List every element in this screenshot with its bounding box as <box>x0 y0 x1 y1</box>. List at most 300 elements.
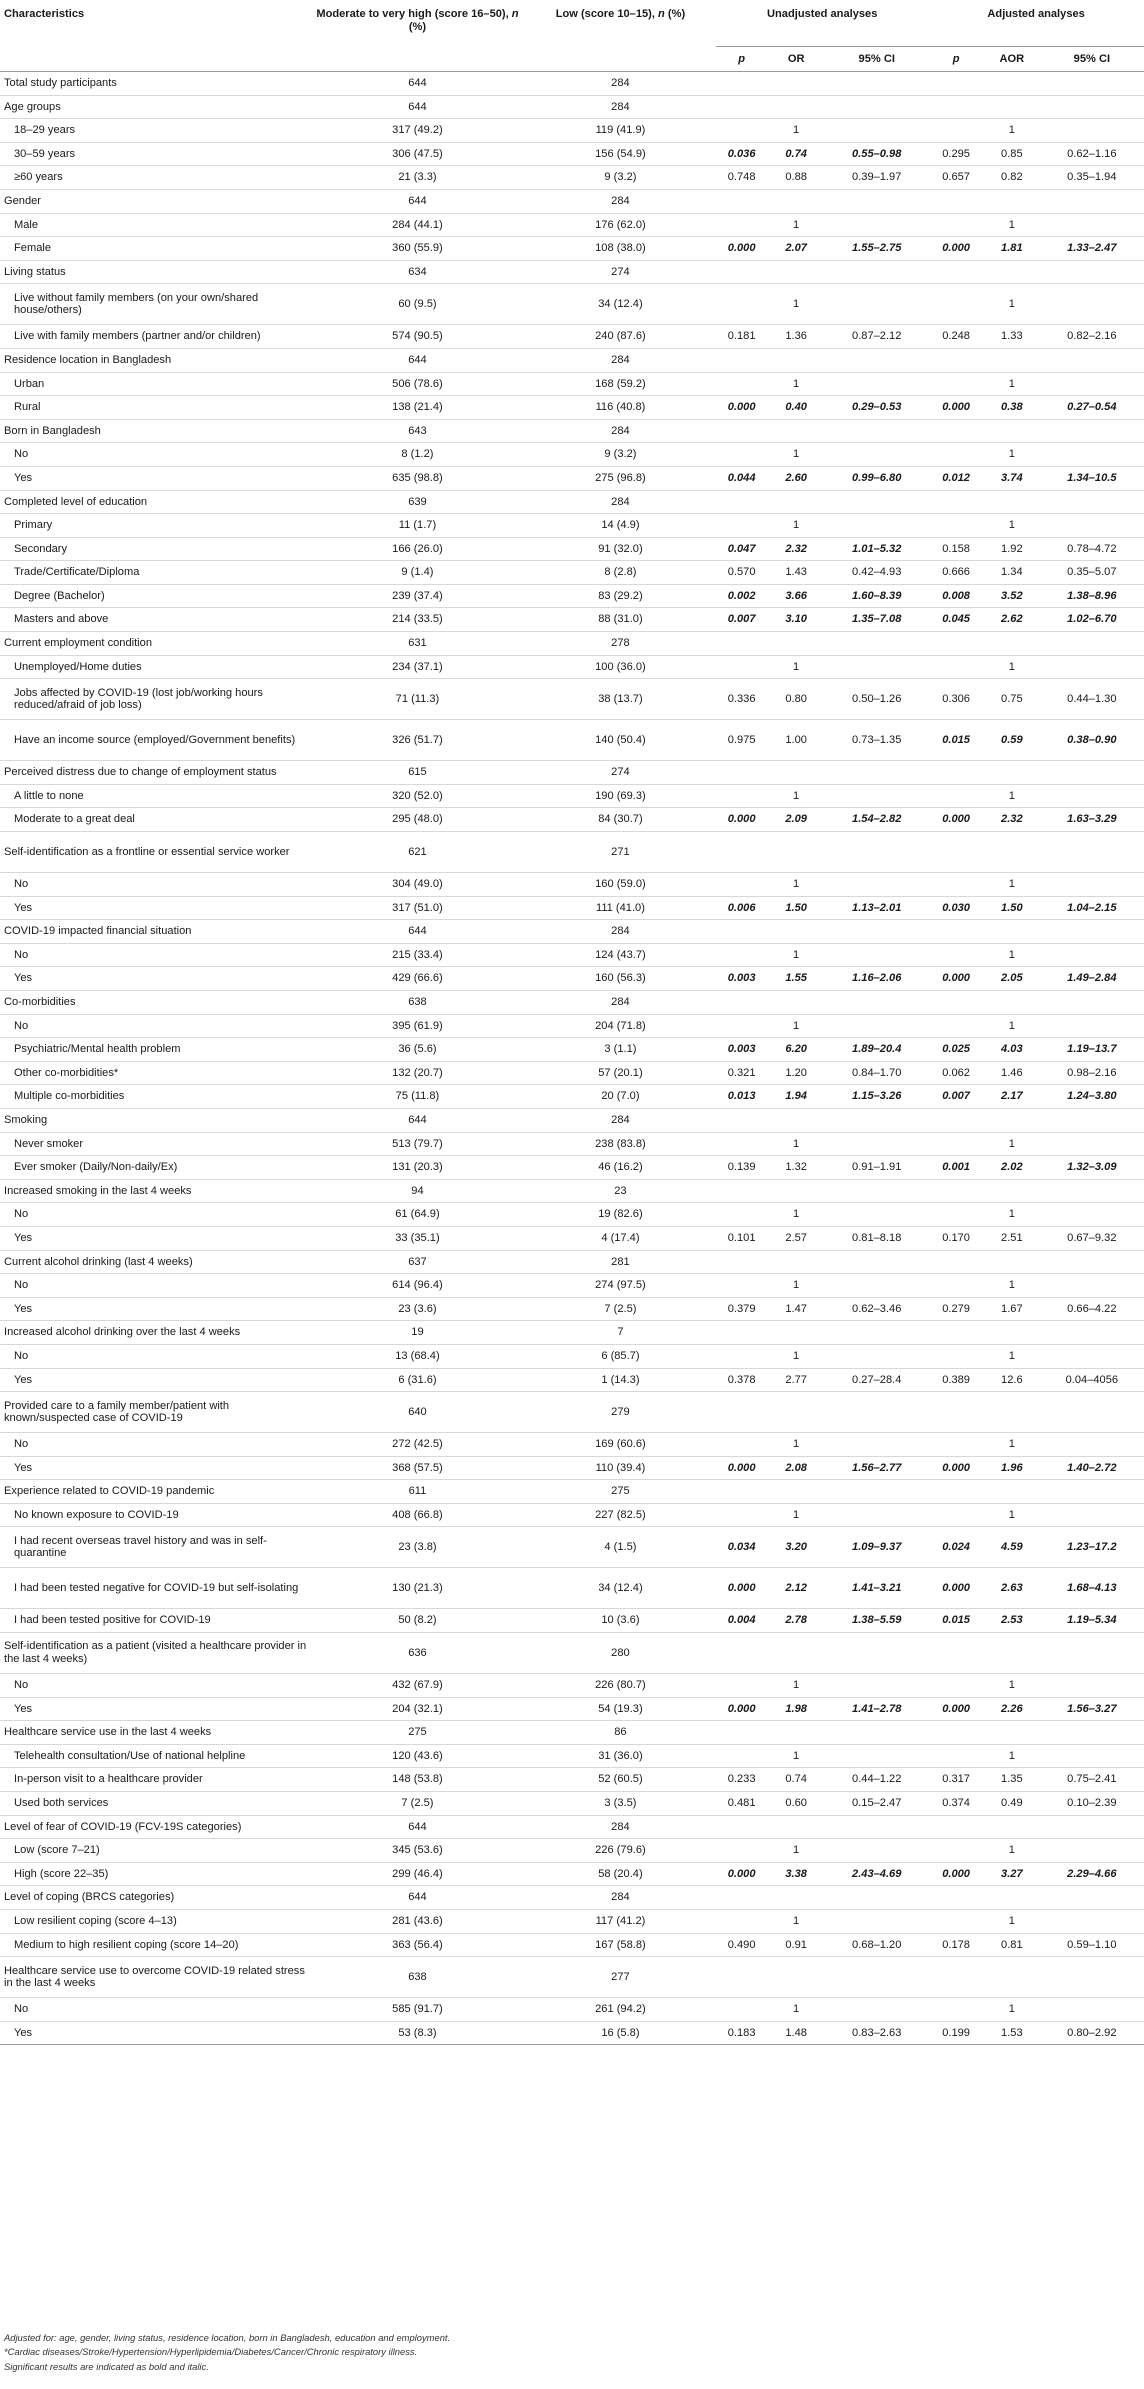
group1-value: 53 (8.3) <box>398 2026 437 2039</box>
group2-value: 111 (41.0) <box>595 901 645 914</box>
unadj-or <box>767 991 825 1015</box>
row-label: Level of coping (BRCS categories) <box>4 1891 175 1904</box>
section-row <box>0 260 1144 284</box>
row-label: Co-morbidities <box>4 996 76 1008</box>
adj-ci <box>1040 419 1144 443</box>
adj-p: 0.000 <box>942 972 970 985</box>
row-label: No <box>14 1208 29 1221</box>
group1-value: 615 <box>408 766 427 779</box>
group2-value: 116 (40.8) <box>595 401 646 414</box>
unadj-p <box>716 72 767 96</box>
adj-ci: 1.68–4.13 <box>1067 1582 1117 1595</box>
adj-ci: 1.40–2.72 <box>1067 1461 1117 1474</box>
adj-p <box>928 784 984 808</box>
adj-ci: 1.38–8.96 <box>1067 589 1117 602</box>
adj-ci <box>1040 1744 1144 1768</box>
adj-p <box>928 372 984 396</box>
row-label: Other co-morbidities* <box>14 1066 119 1079</box>
adj-ci: 0.75–2.41 <box>1067 1773 1117 1786</box>
adj-aor: 1.34 <box>1001 566 1023 579</box>
adj-p <box>928 260 984 284</box>
adj-p <box>928 655 984 679</box>
adj-ci: 0.82–2.16 <box>1067 330 1117 343</box>
unadj-p: 0.044 <box>727 471 756 484</box>
section-row <box>0 189 1144 213</box>
section-row <box>0 1886 1144 1910</box>
adj-p <box>928 1633 984 1674</box>
unadj-ci <box>825 372 928 396</box>
unadj-or <box>767 920 825 944</box>
unadj-or: 1.43 <box>785 566 807 579</box>
adj-p: 0.170 <box>942 1231 970 1244</box>
unadj-ci: 1.41–2.78 <box>852 1702 902 1715</box>
group1-value: 513 (79.7) <box>392 1137 443 1150</box>
unadj-or: 1 <box>793 1137 800 1150</box>
row-label: Medium to high resilient coping (score 14–20) <box>14 1938 239 1951</box>
group1-value: 639 <box>408 495 427 508</box>
adj-p: 0.248 <box>942 330 970 343</box>
adj-aor <box>984 1392 1040 1433</box>
group2-value: 52 (60.5) <box>598 1773 643 1786</box>
row-label: No <box>14 878 29 891</box>
unadj-or: 1 <box>793 1915 800 1927</box>
adj-p <box>928 1433 984 1457</box>
row-label: Yes <box>14 1231 33 1244</box>
table-row <box>0 237 1144 261</box>
unadj-ci: 1.15–3.26 <box>852 1090 902 1103</box>
unadj-p: 0.490 <box>727 1938 756 1951</box>
adj-ci <box>1040 119 1144 143</box>
adj-p <box>928 873 984 897</box>
adj-ci: 0.66–4.22 <box>1067 1302 1117 1315</box>
adj-aor <box>984 761 1040 785</box>
adj-p: 0.000 <box>942 401 970 414</box>
group2-value: 9 (3.2) <box>604 171 637 184</box>
row-label: Low resilient coping (score 4–13) <box>14 1915 177 1927</box>
adj-aor: 0.81 <box>1001 1938 1023 1951</box>
unadj-ci: 0.15–2.47 <box>852 1797 902 1810</box>
adj-ci: 0.78–4.72 <box>1067 542 1117 555</box>
adj-aor: 1 <box>1008 298 1015 311</box>
unadj-p <box>716 873 767 897</box>
unadj-or <box>767 1392 825 1433</box>
adj-ci: 1.19–13.7 <box>1067 1043 1117 1056</box>
unadj-ci <box>825 943 928 967</box>
group2-value: 204 (71.8) <box>595 1019 646 1032</box>
adj-aor: 1 <box>1008 1679 1015 1692</box>
unadj-p <box>716 1910 767 1934</box>
unadj-or: 1 <box>793 1438 800 1451</box>
group2-value: 119 (41.9) <box>595 124 646 137</box>
group1-value: 644 <box>408 1113 427 1126</box>
unadj-ci: 0.27–28.4 <box>852 1373 902 1386</box>
unadj-p <box>716 632 767 656</box>
table-row <box>0 1503 1144 1527</box>
table-row <box>0 679 1144 720</box>
adj-aor: 1 <box>1008 789 1015 802</box>
group1-value: 644 <box>408 100 427 113</box>
group1-value: 345 (53.6) <box>392 1844 443 1857</box>
unadj-p <box>716 348 767 372</box>
row-label: 18–29 years <box>14 124 76 137</box>
unadj-ci <box>825 1433 928 1457</box>
group2-value: 46 (16.2) <box>598 1161 643 1174</box>
adj-p <box>928 348 984 372</box>
table-row <box>0 655 1144 679</box>
group1-value: 408 (66.8) <box>392 1508 443 1521</box>
adj-p <box>928 189 984 213</box>
row-label: Moderate to a great deal <box>14 813 135 826</box>
unadj-p <box>716 1392 767 1433</box>
adj-ci <box>1040 784 1144 808</box>
group1-value: 281 (43.6) <box>392 1915 443 1927</box>
row-label: Trade/Certificate/Diploma <box>14 566 140 579</box>
unadj-p: 0.000 <box>727 1702 756 1715</box>
unadj-or: 0.80 <box>785 692 807 705</box>
group2-value: 140 (50.4) <box>595 733 646 746</box>
unadj-ci <box>825 1203 928 1227</box>
unadj-or <box>767 72 825 96</box>
table-row <box>0 1203 1144 1227</box>
unadj-ci: 0.91–1.91 <box>852 1161 902 1174</box>
row-label: Increased alcohol drinking over the last 4 weeks <box>4 1326 241 1339</box>
group1-value: 621 <box>408 845 427 858</box>
table-row <box>0 1744 1144 1768</box>
group1-value: 275 <box>408 1726 427 1739</box>
group1-value: 317 (49.2) <box>392 124 443 137</box>
or-header: OR <box>787 52 805 65</box>
group1-value: 360 (55.9) <box>392 242 443 255</box>
adj-p: 0.199 <box>942 2026 970 2039</box>
adj-p <box>928 1132 984 1156</box>
adj-aor: 3.74 <box>1001 471 1023 484</box>
row-label: Yes <box>14 2026 33 2039</box>
adj-aor <box>984 632 1040 656</box>
unadj-p: 0.321 <box>727 1066 756 1079</box>
table-row <box>0 1697 1144 1721</box>
group2-value: 20 (7.0) <box>601 1090 640 1103</box>
unadj-ci <box>825 1957 928 1998</box>
aor-header: AOR <box>999 52 1025 65</box>
group2-value: 240 (87.6) <box>595 330 646 343</box>
adj-ci <box>1040 991 1144 1015</box>
group1-value: 317 (51.0) <box>392 901 443 914</box>
adj-p-header: p <box>952 52 960 65</box>
row-label: Total study participants <box>4 77 117 89</box>
unadj-or <box>767 1480 825 1504</box>
unadj-or: 1 <box>793 377 800 390</box>
unadj-or: 2.32 <box>785 542 807 555</box>
adj-aor: 2.26 <box>1001 1702 1023 1715</box>
unadj-or: 0.40 <box>785 401 807 414</box>
table-row <box>0 396 1144 420</box>
adj-ci <box>1040 372 1144 396</box>
unadj-or <box>767 1957 825 1998</box>
row-label: Ever smoker (Daily/Non-daily/Ex) <box>14 1161 178 1174</box>
adj-aor <box>984 920 1040 944</box>
row-label: No <box>14 1349 29 1362</box>
unadj-or <box>767 832 825 873</box>
section-row <box>0 1321 1144 1345</box>
adj-aor: 1 <box>1008 1019 1015 1032</box>
group1-value: 326 (51.7) <box>392 733 443 746</box>
unadj-or: 1 <box>793 1844 800 1857</box>
unadj-p: 0.233 <box>727 1773 756 1786</box>
group2-value: 284 <box>611 100 630 113</box>
adj-ci: 1.04–2.15 <box>1067 901 1117 914</box>
group1-value: 643 <box>408 424 427 437</box>
adj-aor: 1 <box>1008 660 1015 673</box>
unadj-ci <box>825 1839 928 1863</box>
table-row <box>0 284 1144 325</box>
table-row <box>0 943 1144 967</box>
table-row <box>0 1132 1144 1156</box>
group1-value: 638 <box>408 996 427 1008</box>
unadj-ci <box>825 1503 928 1527</box>
unadj-p <box>716 189 767 213</box>
group1-value: 638 <box>408 1970 427 1983</box>
adj-p <box>928 1014 984 1038</box>
table-row <box>0 720 1144 761</box>
adj-ci <box>1040 490 1144 514</box>
group2-value: 238 (83.8) <box>595 1137 646 1150</box>
adj-aor <box>984 1957 1040 1998</box>
unadj-p: 0.481 <box>727 1797 756 1810</box>
row-label: Never smoker <box>14 1137 84 1150</box>
unadj-or <box>767 1108 825 1132</box>
adj-p: 0.158 <box>942 542 970 555</box>
unadj-or: 1 <box>793 124 800 137</box>
group1-value: 644 <box>408 194 427 207</box>
adj-ci: 1.19–5.34 <box>1067 1614 1117 1627</box>
unadj-p: 0.336 <box>727 692 756 705</box>
adj-ci: 1.49–2.84 <box>1067 972 1117 985</box>
row-label: Age groups <box>4 100 61 113</box>
unadj-p <box>716 991 767 1015</box>
adj-p <box>928 1721 984 1745</box>
row-label: Male <box>14 218 39 231</box>
table-row <box>0 2021 1144 2045</box>
group1-value: 395 (61.9) <box>392 1019 443 1032</box>
unadj-ci <box>825 1480 928 1504</box>
unadj-ci <box>825 419 928 443</box>
adj-ci: 2.29–4.66 <box>1067 1867 1117 1880</box>
adj-ci: 1.33–2.47 <box>1067 242 1117 255</box>
group2-value: 100 (36.0) <box>595 660 646 673</box>
adj-ci <box>1040 1480 1144 1504</box>
unadj-or: 1.98 <box>785 1702 807 1715</box>
adj-aor: 1 <box>1008 948 1015 961</box>
group2-value: 4 (1.5) <box>604 1541 637 1554</box>
adj-aor <box>984 348 1040 372</box>
unadj-or: 1.48 <box>785 2026 807 2039</box>
adj-aor: 1 <box>1008 124 1015 137</box>
adj-p <box>928 991 984 1015</box>
table-row <box>0 896 1144 920</box>
unadj-or <box>767 1179 825 1203</box>
adj-aor: 1.50 <box>1001 901 1023 914</box>
unadj-p: 0.975 <box>727 733 756 746</box>
unadj-ci: 0.84–1.70 <box>852 1066 902 1079</box>
adj-ci: 0.10–2.39 <box>1067 1797 1117 1810</box>
row-label: Increased smoking in the last 4 weeks <box>4 1184 192 1197</box>
unadj-ci <box>825 920 928 944</box>
adj-ci <box>1040 1721 1144 1745</box>
adj-p <box>928 1910 984 1934</box>
unadj-p <box>716 832 767 873</box>
group1-value: 9 (1.4) <box>401 566 434 579</box>
adj-p <box>928 1203 984 1227</box>
adj-p: 0.045 <box>942 613 970 626</box>
adj-ci <box>1040 1633 1144 1674</box>
adj-aor <box>984 1886 1040 1910</box>
unadj-ci <box>825 1132 928 1156</box>
adj-aor: 2.02 <box>1001 1161 1023 1174</box>
row-label: Healthcare service use to overcome COVID-19 related stress in the last 4 weeks <box>4 1964 305 1990</box>
row-label: Living status <box>4 265 66 278</box>
unadj-or: 1.55 <box>785 972 807 985</box>
adj-aor: 1 <box>1008 1749 1015 1762</box>
row-label: No <box>14 1019 29 1032</box>
section-row <box>0 1957 1144 1998</box>
adj-ci <box>1040 443 1144 467</box>
unadj-or: 2.09 <box>785 813 807 826</box>
adj-aor <box>984 1108 1040 1132</box>
group1-value: 131 (20.3) <box>392 1161 443 1174</box>
unadj-or: 1 <box>793 1279 800 1292</box>
adj-aor: 1 <box>1008 218 1015 231</box>
row-label: No known exposure to COVID-19 <box>14 1508 179 1521</box>
row-label: Low (score 7–21) <box>14 1844 100 1857</box>
unadj-ci <box>825 514 928 538</box>
unadj-p: 0.139 <box>727 1161 756 1174</box>
unadj-p <box>716 1203 767 1227</box>
unadj-ci: 0.29–0.53 <box>852 401 902 414</box>
unadj-ci <box>825 1344 928 1368</box>
unadj-p: 0.003 <box>727 972 756 985</box>
adj-p: 0.008 <box>942 589 970 602</box>
adj-ci <box>1040 1503 1144 1527</box>
unadj-p <box>716 1433 767 1457</box>
adj-aor <box>984 1250 1040 1274</box>
group2-value: 284 <box>611 194 630 207</box>
unadj-p <box>716 1321 767 1345</box>
adj-aor <box>984 1321 1040 1345</box>
row-label: Yes <box>14 1373 33 1386</box>
row-label: Yes <box>14 1461 33 1474</box>
adj-p <box>928 419 984 443</box>
unadj-ci <box>825 443 928 467</box>
unadj-p <box>716 260 767 284</box>
unadj-or <box>767 1633 825 1674</box>
unadj-or: 1 <box>793 660 800 673</box>
group1-value: 71 (11.3) <box>395 692 440 705</box>
unadj-p <box>716 1250 767 1274</box>
row-label: Perceived distress due to change of employment status <box>4 766 277 779</box>
unadj-or: 3.66 <box>785 589 807 602</box>
unadj-ci <box>825 72 928 96</box>
unadj-ci: 0.68–1.20 <box>852 1938 902 1951</box>
footnote-comorbidities: *Cardiac diseases/Stroke/Hypertension/Hyperlipidemia/Diabetes/Cancer/Chronic respiratory illness. <box>4 2346 418 2358</box>
table-row <box>0 1456 1144 1480</box>
adj-ci: 0.62–1.16 <box>1067 147 1117 160</box>
unadj-ci <box>825 213 928 237</box>
row-label: Unemployed/Home duties <box>14 660 142 673</box>
adj-ci: 1.63–3.29 <box>1067 813 1117 826</box>
adj-aor: 1 <box>1008 1915 1015 1927</box>
unadj-p <box>716 1674 767 1698</box>
table-row <box>0 1910 1144 1934</box>
group1-value: 368 (57.5) <box>392 1461 443 1474</box>
section-row <box>0 1179 1144 1203</box>
adj-ci: 1.34–10.5 <box>1067 471 1117 484</box>
adj-ci <box>1040 1815 1144 1839</box>
unadj-ci <box>825 1910 928 1934</box>
adj-p <box>928 284 984 325</box>
group2-value: 284 <box>611 1891 630 1904</box>
unadj-p: 0.007 <box>727 613 756 626</box>
row-label: Current alcohol drinking (last 4 weeks) <box>4 1255 193 1268</box>
unadj-p: 0.000 <box>727 1461 756 1474</box>
adj-aor <box>984 1815 1040 1839</box>
table-row <box>0 1014 1144 1038</box>
unadj-p <box>716 1721 767 1745</box>
unadj-ci <box>825 1108 928 1132</box>
unadj-ci <box>825 1392 928 1433</box>
adj-ci <box>1040 1674 1144 1698</box>
unadj-or: 1.36 <box>785 330 807 343</box>
adj-aor <box>984 1480 1040 1504</box>
adj-ci: 1.02–6.70 <box>1067 613 1117 626</box>
group2-header <box>525 0 716 72</box>
group1-value: 429 (66.6) <box>392 972 443 985</box>
unadj-ci: 0.73–1.35 <box>852 733 902 746</box>
group2-value: 274 <box>611 265 630 278</box>
group2-value: 57 (20.1) <box>598 1066 643 1079</box>
unadj-ci <box>825 1886 928 1910</box>
unadj-ci <box>825 1744 928 1768</box>
group2-value: 16 (5.8) <box>601 2026 640 2039</box>
group1-value: 284 (44.1) <box>392 218 443 231</box>
adj-aor <box>984 832 1040 873</box>
adj-ci <box>1040 1179 1144 1203</box>
group2-value: 280 <box>611 1646 630 1659</box>
group1-value: 637 <box>408 1255 427 1268</box>
adj-p: 0.666 <box>942 566 970 579</box>
adj-aor: 0.59 <box>1001 733 1023 746</box>
unadj-ci <box>825 991 928 1015</box>
unadj-p: 0.748 <box>727 171 756 184</box>
adj-aor <box>984 189 1040 213</box>
unadj-p <box>716 490 767 514</box>
unadj-or: 2.77 <box>785 1373 807 1386</box>
group2-value: 281 <box>611 1255 630 1268</box>
group2-value: 168 (59.2) <box>595 377 646 390</box>
unadj-or: 0.74 <box>785 147 807 160</box>
adj-aor: 1.35 <box>1001 1773 1023 1786</box>
unadj-ci <box>825 655 928 679</box>
adj-p: 0.000 <box>942 242 970 255</box>
group1-value: 166 (26.0) <box>392 542 443 555</box>
unadj-p <box>716 95 767 119</box>
adj-p: 0.012 <box>942 471 970 484</box>
group2-value: 279 <box>611 1405 630 1418</box>
adj-aor <box>984 419 1040 443</box>
group2-value: 1 (14.3) <box>601 1373 640 1386</box>
adj-aor: 1.81 <box>1001 242 1023 255</box>
adj-ci: 0.59–1.10 <box>1067 1938 1117 1951</box>
group2-value: 156 (54.9) <box>595 147 646 160</box>
